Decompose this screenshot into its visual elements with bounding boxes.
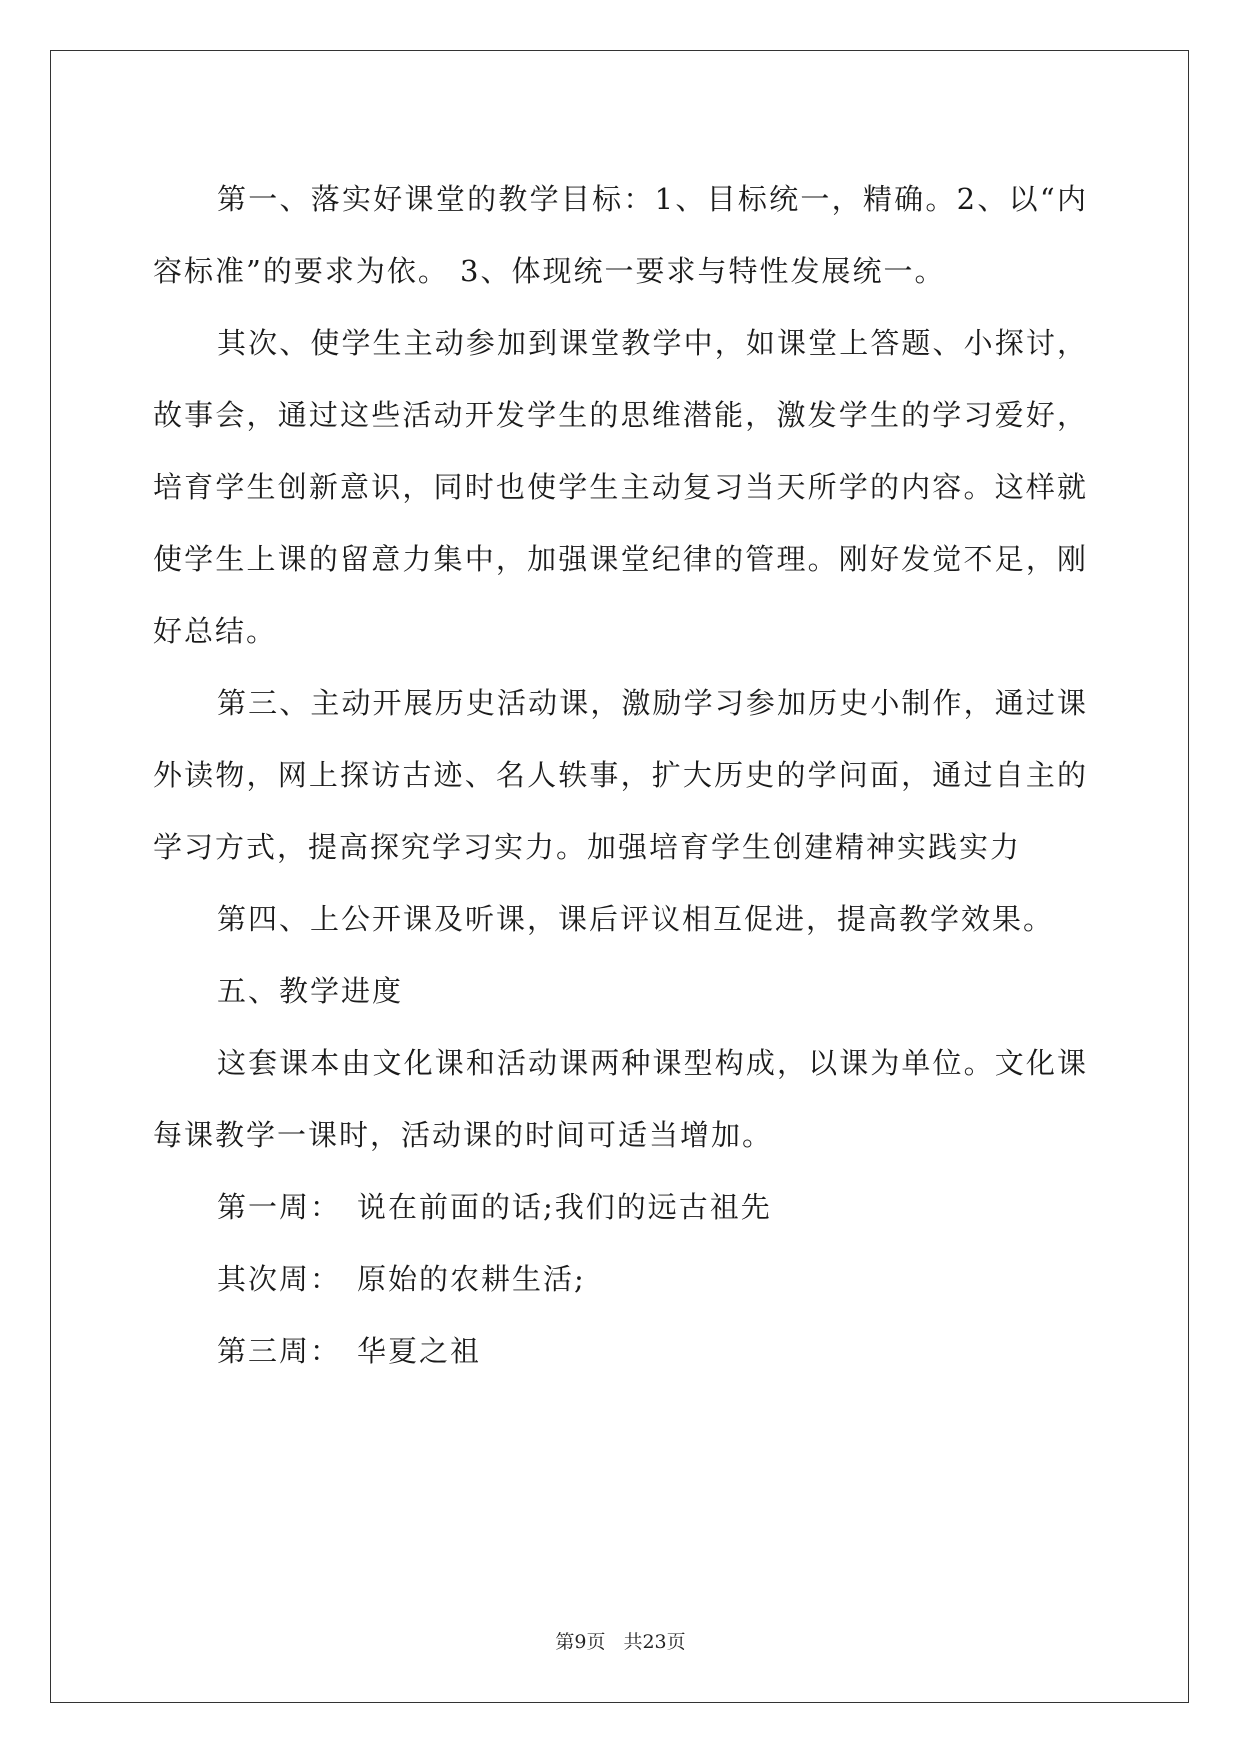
schedule-content: 原始的农耕生活; [357,1262,586,1296]
page-number: 第9页 [555,1631,606,1653]
schedule-item [153,1315,1088,1387]
page-total: 共23页 [623,1631,686,1653]
paragraph-active-participation: 其次、使学生主动参加到课堂教学中，如课堂上答题、小探讨，故事会，通过这些活动开发学生的思维潜能，激发学生的学习爱好，培育学生创新意识，同时也使学生主动复习当天所学的内容。这样就使学生上课的留意力集中，加强课堂纪律的管理。刚好发觉不足，刚好总结。 [153,326,1088,648]
paragraph-history-activities: 第三、主动开展历史活动课，激励学习参加历史小制作，通过课外读物，网上探访古迹、名人轶事，扩大历史的学问面，通过自主的学习方式，提高探究学习实力。加强培育学生创建精神实践实力 [153,686,1088,864]
document-body [153,163,1088,1387]
schedule-week-label: 第三周： [217,1334,342,1368]
schedule-content: 说在前面的话;我们的远古祖先 [357,1190,772,1224]
schedule-item [153,1171,1088,1243]
schedule-week-label: 其次周： [217,1262,342,1296]
section-heading-teaching-progress: 五、教学进度 [217,974,404,1008]
schedule-week-label: 第一周： [217,1190,342,1224]
paragraph-open-classes: 第四、上公开课及听课，课后评议相互促进，提高教学效果。 [217,902,1055,936]
paragraph-course-structure: 这套课本由文化课和活动课两种课型构成，以课为单位。文化课每课教学一课时，活动课的时间可适当增加。 [153,1046,1088,1152]
page-footer [0,1627,1241,1654]
paragraph-teaching-goals: 第一、落实好课堂的教学目标：1、目标统一，精确。2、以“内容标准”的要求为依。 3、体现统一要求与特性发展统一。 [153,182,1088,288]
schedule-content: 华夏之祖 [357,1334,482,1368]
schedule-item [153,1243,1088,1315]
